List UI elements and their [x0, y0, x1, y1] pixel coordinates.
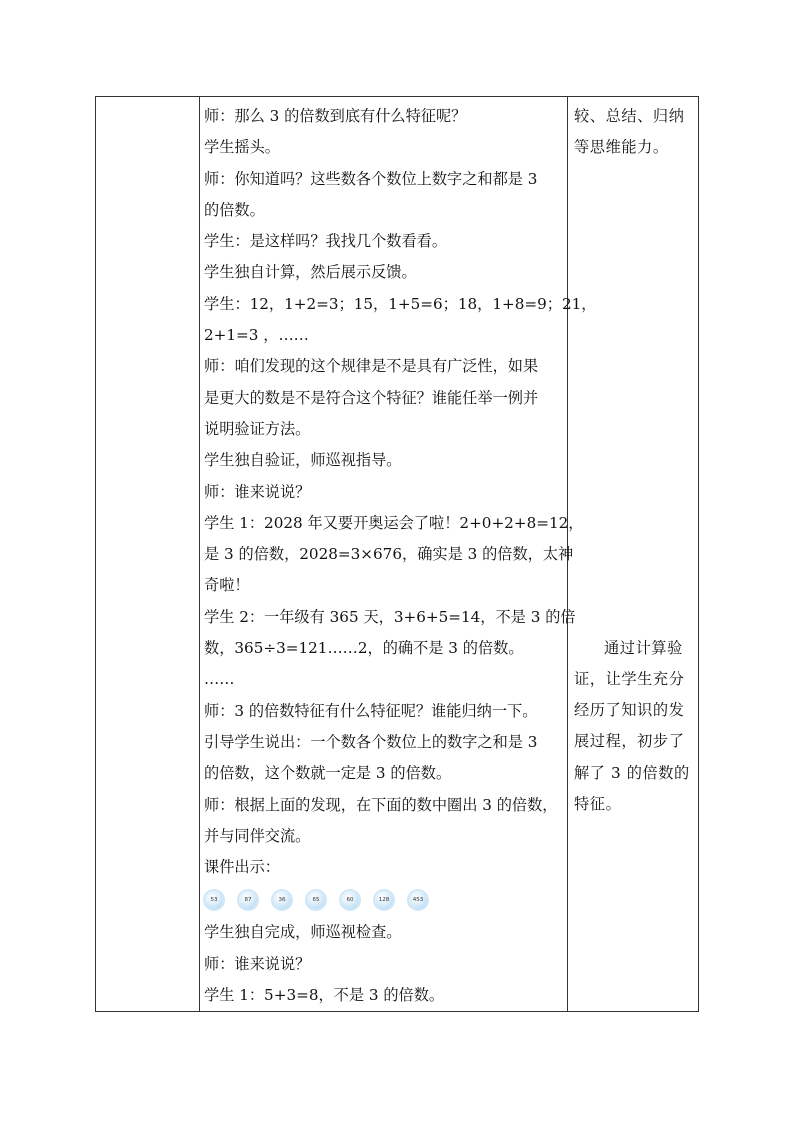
text-line: 奇啦！: [204, 576, 250, 595]
number-circle: 65: [307, 891, 325, 909]
text-line: 师：3 的倍数特征有什么特征呢？谁能归纳一下。: [204, 701, 538, 720]
text-line: 引导学生说出：一个数各个数位上的数字之和是 3: [204, 732, 538, 751]
number-circles-row: [204, 883, 562, 917]
text-line: 学生独自验证，师巡视指导。: [204, 451, 402, 470]
text-line: 并与同伴交流。: [204, 826, 311, 845]
lesson-table: [95, 96, 699, 1012]
number-circle: 87: [239, 891, 257, 909]
intent-line: 经历了知识的发: [574, 701, 685, 720]
spacer: [574, 164, 694, 633]
text-line: 学生：是这样吗？我找几个数看看。: [204, 232, 447, 251]
intent-line: 展过程，初步了: [574, 732, 685, 751]
intent-line: 等思维能力。: [574, 138, 669, 157]
intent-line: 较、总结、归纳: [574, 107, 685, 125]
text-line: 是更大的数是不是符合这个特征？谁能任举一例并: [204, 388, 539, 407]
intent-line: 解了 3 的倍数的: [574, 763, 690, 782]
number-circle: 128: [375, 891, 393, 909]
text-line: 是 3 的倍数，2028=3×676，确实是 3 的倍数，太神: [204, 545, 574, 564]
text-line: 数，365÷3=121……2，的确不是 3 的倍数。: [204, 639, 524, 658]
number-circle: 53: [205, 891, 223, 909]
text-line: 师：根据上面的发现，在下面的数中圈出 3 的倍数，: [204, 795, 558, 814]
text-line: 课件出示：: [204, 858, 280, 877]
column-divider: [199, 97, 200, 1011]
text-line: ……: [204, 670, 235, 689]
number-circle: 453: [409, 891, 427, 909]
text-line: 学生 1：5+3=8，不是 3 的倍数。: [204, 986, 445, 1005]
number-circle: 60: [341, 891, 359, 909]
text-line: 师：那么 3 的倍数到底有什么特征呢？: [204, 107, 467, 125]
text-line: 师：谁来说说？: [204, 954, 311, 973]
intent-line: 通过计算验: [604, 638, 683, 657]
text-line: 学生独自完成，师巡视检查。: [204, 923, 402, 942]
text-line: 的倍数，这个数就一定是 3 的倍数。: [204, 764, 452, 783]
text-line: 学生 2：一年级有 365 天，3+6+5=14，不是 3 的倍: [204, 607, 576, 626]
text-line: 学生独自计算，然后展示反馈。: [204, 263, 417, 282]
text-line: 2+1=3 ，……: [204, 326, 309, 345]
intent-line: 特征。: [574, 795, 622, 814]
text-line: 师：你知道吗？这些数各个数位上数字之和都是 3: [204, 169, 538, 188]
teaching-process-cell: [204, 101, 597, 1011]
left-column-cell: [96, 97, 199, 1011]
text-line: 学生：12，1+2=3；15，1+5=6；18，1+8=9；21，: [204, 294, 597, 313]
intent-line: 证，让学生充分: [574, 669, 685, 688]
text-line: 的倍数。: [204, 200, 265, 219]
text-line: 师：谁来说说？: [204, 482, 311, 501]
text-line: 师：咱们发现的这个规律是不是具有广泛性，如果: [204, 357, 539, 376]
number-circle: 36: [273, 891, 291, 909]
text-line: 学生 1：2028 年又要开奥运会了啦！2+0+2+8=12，: [204, 513, 584, 532]
text-line: 学生摇头。: [204, 138, 280, 157]
text-line: 说明验证方法。: [204, 419, 311, 438]
design-intent-cell: [574, 101, 694, 820]
